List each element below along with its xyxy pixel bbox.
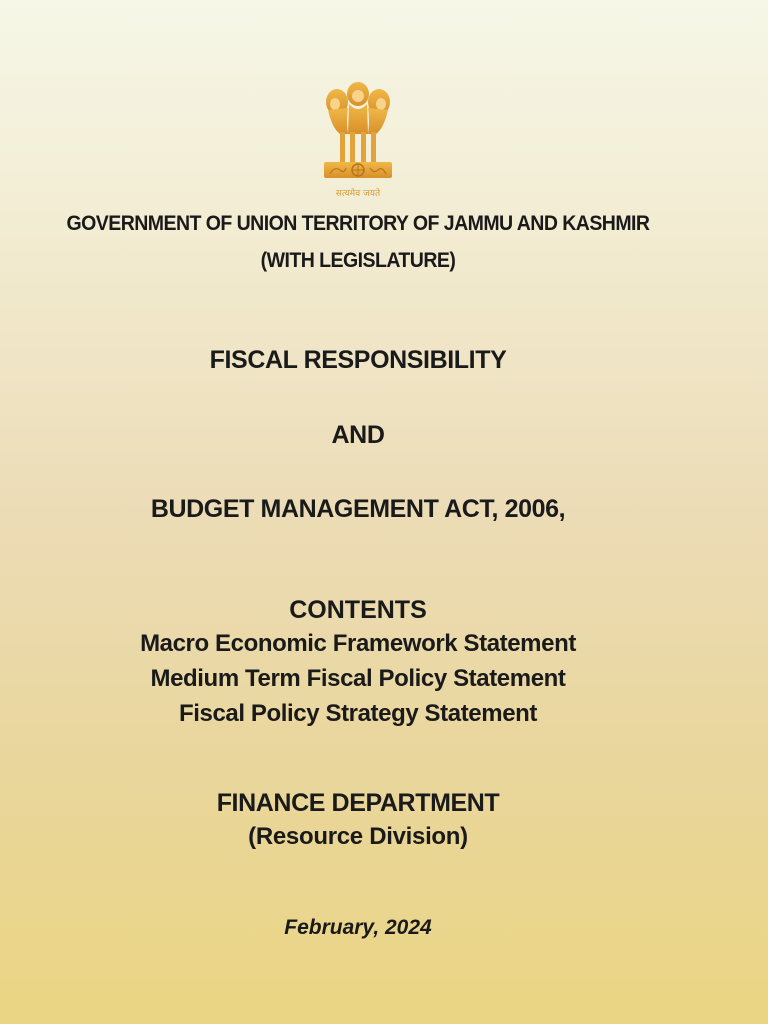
department-name: FINANCE DEPARTMENT — [216, 789, 500, 817]
title-line-1: FISCAL RESPONSIBILITY — [209, 346, 507, 374]
title-line-3: BUDGET MANAGEMENT ACT, 2006, — [150, 495, 566, 523]
contents-item: Macro Economic Framework Statement — [140, 630, 576, 657]
contents-item: Medium Term Fiscal Policy Statement — [150, 665, 566, 692]
department-division: (Resource Division) — [248, 823, 468, 850]
contents-heading: CONTENTS — [289, 596, 427, 624]
contents-item: Fiscal Policy Strategy Statement — [178, 700, 537, 727]
emblem-motto: सत्यमेव जयते — [335, 189, 381, 199]
title-line-2: AND — [331, 421, 385, 449]
publication-date: February, 2024 — [284, 916, 432, 939]
state-emblem-icon — [318, 74, 398, 202]
legislature-note: (WITH LEGISLATURE) — [260, 249, 456, 272]
government-name: GOVERNMENT OF UNION TERRITORY OF JAMMU AND KASHMIR — [66, 212, 650, 235]
